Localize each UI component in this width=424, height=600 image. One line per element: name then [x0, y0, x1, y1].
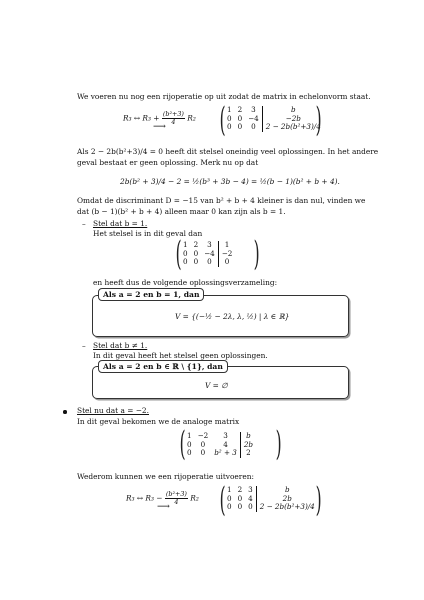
matrix-cell: 1 [227, 485, 232, 494]
matrix-cell: 0 [207, 257, 212, 267]
matrix-cell: 0 [237, 122, 243, 132]
p1-line2: geval bestaat er geen oplossing. Merk nu op dat [77, 158, 259, 167]
again-text: Wederom kunnen we een rijoperatie uitvoeren: [77, 472, 254, 481]
matrix-b1 [180, 241, 235, 267]
matrix-cell: 1 [218, 241, 235, 250]
matrix-cell: −2 [197, 431, 209, 440]
bullet [63, 410, 67, 414]
matrix-cell: 0 [218, 258, 235, 267]
intro-text: We voeren nu nog een rijoperatie op uit zodat de matrix in echelonvorm staat. [77, 92, 371, 101]
matrix-cell: 1 [227, 105, 232, 114]
matrix-cell: 3 [248, 485, 253, 494]
matrix-cell: 0 [187, 439, 192, 449]
solution-set-b1: V = {(−½ − 2λ, λ, ½) | λ ∈ ℝ} [175, 312, 290, 321]
matrix-cell: 2 [193, 240, 199, 249]
case-b1-after: en heeft dus de volgende oplossingsverzameling: [93, 278, 278, 287]
m-am2-right-paren: ) [275, 424, 282, 464]
equation-factorization: 2b(b² + 3)/4 − 2 = ½(b³ + 3b − 4) = ½(b − 1)(b² + b + 4). [120, 177, 340, 186]
case-b1-title: Stel dat b = 1. [93, 219, 148, 228]
matrix-cell: 0 [227, 502, 232, 512]
matrix-cell: 3 [207, 240, 212, 249]
matrix-cell: b [262, 106, 324, 115]
p2-line1: Omdat de discriminant D = −15 van b² + b + 4 kleiner is dan nul, vinden we [77, 196, 366, 205]
case-b1-text: Het stelsel is in dit geval dan [93, 229, 203, 238]
matrix-cell: 0 [183, 257, 188, 267]
matrix-cell: 4 [223, 439, 228, 449]
case-am2-text: In dit geval bekomen we de analoge matrix [77, 417, 240, 426]
matrix-cell: 0 [200, 439, 206, 449]
m2-right-paren: ) [315, 480, 322, 520]
m1-left-paren: ( [219, 100, 226, 140]
matrix-cell: 0 [183, 248, 188, 258]
p2-line2: dat (b − 1)(b² + b + 4) alleen maar 0 kan zijn als b = 1. [77, 207, 286, 216]
op2-den: 4 [174, 498, 179, 506]
case-am2-title: Stel nu dat a = −2. [77, 406, 149, 415]
matrix-cell: 1 [187, 431, 192, 440]
matrix-cell: 0 [237, 502, 243, 512]
op1-lhs: R₃ ↔ R₃ + [123, 113, 160, 123]
result-tag-bnot1: Als a = 2 en b ∈ ℝ \ {1}, dan [98, 360, 228, 373]
op2-num: (b²+3) [165, 490, 187, 498]
matrix-am2 [184, 432, 256, 458]
op2-rhs: R₂ [190, 493, 199, 503]
dash-b1: – [82, 219, 86, 228]
m1-right-paren: ) [315, 100, 322, 140]
op2-lhs: R₃ ↔ R₃ − [126, 493, 163, 503]
op1-arrow: ⟶ [153, 122, 166, 132]
matrix-cell: −2 [218, 250, 235, 259]
matrix-cell: 0 [251, 122, 256, 132]
matrix-cell: 2 [237, 105, 243, 114]
p1-line1: Als 2 − 2b(b²+3)/4 = 0 heeft dit stelsel oneindig veel oplossingen. In het andere [77, 147, 379, 156]
matrix-cell: −2b [262, 115, 324, 124]
case-bnot1-text: In dit geval heeft het stelsel geen oplossingen. [93, 351, 268, 360]
matrix-cell: 0 [200, 448, 206, 458]
matrix-cell: 0 [237, 493, 243, 503]
dash-bnot1: – [82, 341, 86, 350]
matrix-cell: 2 − 2b(b²+3)/4 [256, 503, 318, 512]
matrix-cell: 4 [248, 493, 253, 503]
case-bnot1-title: Stel dat b ≠ 1. [93, 341, 148, 350]
matrix-cell: 3 [223, 431, 228, 440]
matrix-cell: 0 [248, 502, 253, 512]
matrix-1 [224, 106, 324, 132]
result-tag-b1: Als a = 2 en b = 1, dan [98, 288, 204, 301]
m2-left-paren: ( [219, 480, 226, 520]
matrix-cell: b [256, 486, 318, 495]
mb1-right-paren: ) [253, 234, 260, 274]
solution-set-bnot1: V = ∅ [205, 381, 228, 390]
matrix-cell: 2 [240, 449, 256, 458]
matrix-cell: 3 [251, 105, 256, 114]
matrix-cell: 1 [183, 240, 188, 249]
op1-num: (b²+3) [162, 110, 184, 118]
matrix-cell: −4 [204, 248, 215, 258]
matrix-cell: 2b [256, 495, 318, 504]
matrix-cell: 0 [227, 122, 232, 132]
matrix-cell: 0 [187, 448, 192, 458]
mb1-left-paren: ( [175, 234, 182, 274]
matrix-cell: 0 [193, 248, 199, 258]
matrix-cell: 2 − 2b(b²+3)/4 [262, 123, 324, 132]
matrix-cell: 2b [240, 441, 256, 450]
op2-arrow: ⟶ [157, 502, 170, 512]
matrix-cell: 0 [237, 113, 243, 123]
matrix-cell: b [240, 432, 256, 441]
matrix-cell: b² + 3 [214, 448, 237, 458]
op1-den: 4 [171, 118, 176, 126]
matrix-cell: 0 [193, 257, 199, 267]
matrix-cell: 2 [237, 485, 243, 494]
m-am2-left-paren: ( [179, 424, 186, 464]
op1-rhs: R₂ [187, 113, 196, 123]
matrix-cell: 0 [227, 493, 232, 503]
matrix-cell: 0 [227, 113, 232, 123]
matrix-2 [224, 486, 318, 512]
matrix-cell: −4 [248, 113, 259, 123]
